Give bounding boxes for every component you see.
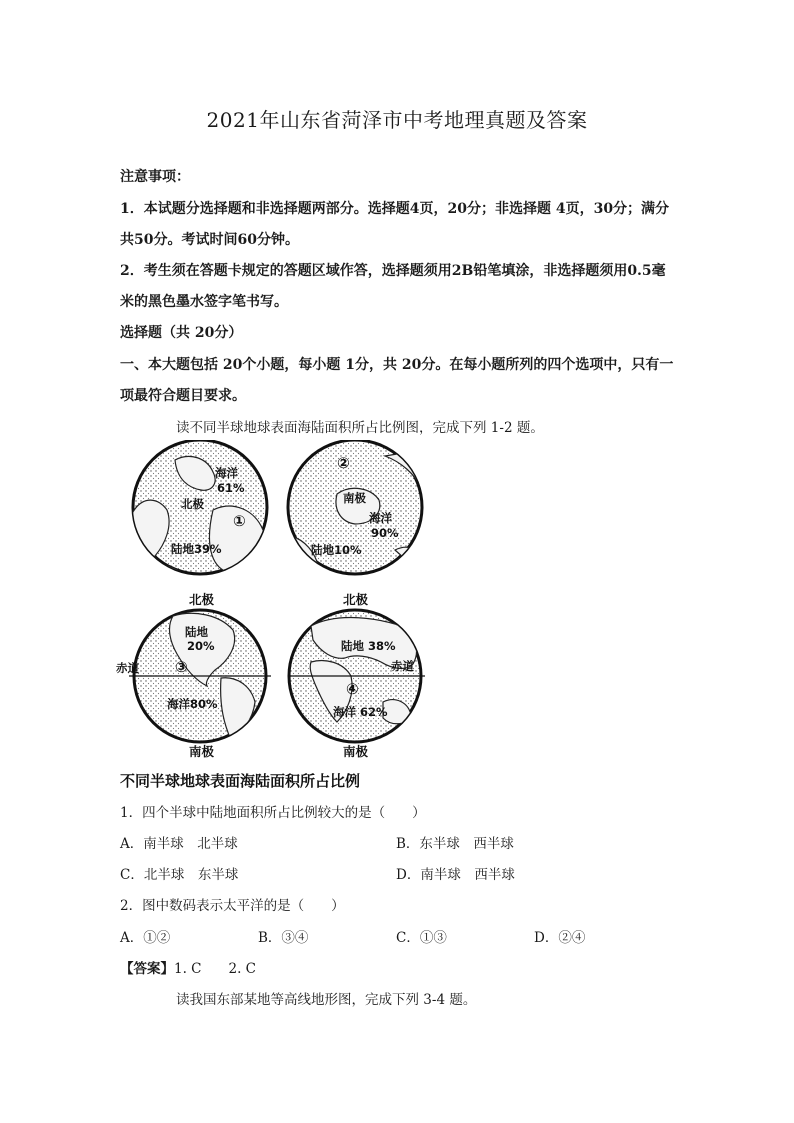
globe4-ocean-label: 海洋 62% [333, 705, 388, 719]
globe4-bottom-label: 南极 [343, 744, 369, 759]
globe4-equator-label: 赤道 [391, 659, 414, 673]
globe2-pole-label: 南极 [343, 491, 366, 505]
globe-southern-hemisphere [288, 440, 422, 574]
globe1-number: ① [233, 512, 246, 530]
globe3-land-pct: 20% [187, 639, 215, 653]
globe4-land-label: 陆地 38% [341, 639, 396, 653]
intro-questions-3-4: 读我国东部某地等高线地形图，完成下列 3-4 题。 [176, 992, 477, 1008]
globe4-number: ④ [346, 680, 359, 698]
hemisphere-figure [115, 440, 445, 795]
globe1-land-label: 陆地39% [171, 542, 222, 556]
question-2-option-c: C．①③ [396, 930, 447, 946]
section-instruction-line2: 项最符合题目要求。 [120, 388, 246, 404]
section-heading: 选择题（共 20分） [120, 325, 243, 341]
globe2-ocean-label: 海洋 [369, 511, 392, 525]
question-2-option-b: B．③④ [258, 930, 309, 946]
question-2-stem: 2．图中数码表示太平洋的是（ ） [120, 898, 345, 914]
notes-heading: 注意事项： [120, 169, 190, 185]
globe3-ocean-label: 海洋80% [167, 697, 218, 711]
globe1-ocean-pct: 61% [217, 481, 245, 495]
answer-label: 【答案】 [120, 961, 174, 977]
notes-item1-line1: 1．本试题分选择题和非选择题两部分。选择题4页，20分；非选择题 4页，30分；满分 [120, 201, 670, 217]
question-1-option-b: B．东半球 西半球 [396, 836, 514, 852]
question-2-option-d: D．②④ [534, 930, 586, 946]
globe-northern-hemisphere [131, 440, 267, 574]
question-1-option-d: D．南半球 西半球 [396, 867, 515, 883]
figure-caption: 不同半球地球表面海陆面积所占比例 [120, 772, 361, 790]
notes-item2-line1: 2．考生须在答题卡规定的答题区域作答，选择题须用2B铅笔填涂，非选择题须用0.5毫 [120, 263, 666, 279]
question-2-option-a: A．①② [120, 930, 171, 946]
notes-item1-line2: 共50分。考试时间60分钟。 [120, 232, 299, 248]
globe3-bottom-label: 南极 [189, 744, 215, 759]
globe3-number: ③ [175, 658, 188, 676]
globe4-top-label: 北极 [343, 592, 369, 607]
section-instruction-line1: 一、本大题包括 20个小题，每小题 1分，共 20分。在每小题所列的四个选项中，只有一 [120, 357, 674, 373]
globe2-ocean-pct: 90% [371, 526, 399, 540]
question-1-option-c: C．北半球 东半球 [120, 867, 239, 883]
globe2-number: ② [337, 454, 350, 472]
answer-line [120, 957, 256, 977]
globe2-land-label: 陆地10% [311, 543, 362, 557]
intro-questions-1-2: 读不同半球地球表面海陆面积所占比例图，完成下列 1-2 题。 [176, 420, 544, 436]
globe3-land-label: 陆地 [185, 625, 208, 639]
globe-western-hemisphere [116, 592, 271, 759]
globe1-ocean-label: 海洋 [215, 466, 238, 480]
globe1-pole-label: 北极 [181, 497, 204, 511]
page-title: 2021年山东省菏泽市中考地理真题及答案 [206, 108, 588, 132]
globe3-top-label: 北极 [189, 592, 215, 607]
answer-text: 1. C 2. C [174, 961, 257, 977]
notes-item2-line2: 米的黑色墨水签字笔书写。 [120, 294, 288, 310]
question-1-stem: 1．四个半球中陆地面积所占比例较大的是（ ） [120, 805, 426, 821]
globe3-equator-label: 赤道 [116, 661, 139, 675]
question-1-option-a: A．南半球 北半球 [120, 836, 238, 852]
globe-eastern-hemisphere [289, 592, 425, 759]
